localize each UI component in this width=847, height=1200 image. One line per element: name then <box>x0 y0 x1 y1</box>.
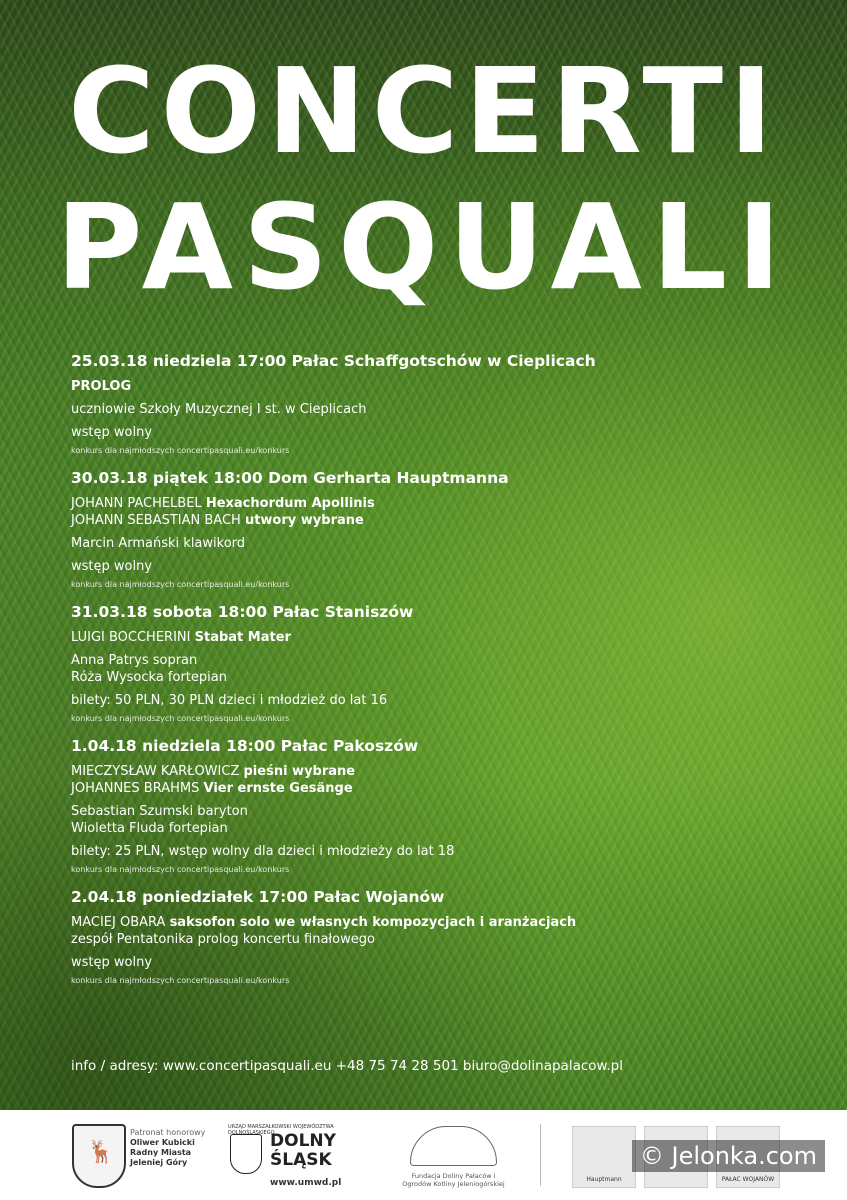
contest-link[interactable]: konkurs dla najmłodszych concertipasquali.eu/konkurs <box>71 976 290 985</box>
entry-info: bilety: 50 PLN, 30 PLN dzieci i młodzież do lat 16 <box>71 693 388 708</box>
composer: JOHANN PACHELBEL <box>71 496 202 511</box>
dolny-slask-logo: DOLNY ŚLĄSK <box>270 1131 336 1170</box>
event-item <box>71 737 771 876</box>
jelenia-gora-crest-icon: 🦌 <box>72 1124 126 1188</box>
composer: MIECZYSŁAW KARŁOWICZ <box>71 764 240 779</box>
title-line-1: CONCERTI <box>68 42 779 180</box>
entry-info: wstęp wolny <box>71 425 153 440</box>
performer: uczniowie Szkoły Muzycznej I st. w Cieplicach <box>71 402 367 417</box>
contest-link[interactable]: konkurs dla najmłodszych concertipasquali.eu/konkurs <box>71 446 290 455</box>
patron-name: Oliwer Kubicki Radny Miasta Jeleniej Góry <box>130 1138 195 1167</box>
foundation-name: Fundacja Doliny Pałaców i Ogrodów Kotliny Jeleniogórskiej <box>402 1172 505 1188</box>
contest-link[interactable]: konkurs dla najmłodszych concertipasquali.eu/konkurs <box>71 580 290 589</box>
program-line <box>71 914 771 931</box>
divider <box>540 1124 541 1186</box>
wojanow-logo: PAŁAC WOJANÓW <box>716 1126 780 1188</box>
umwd-header: URZĄD MARSZAŁKOWSKI WOJEWÓDZTWA DOLNOŚLĄSKIEGO <box>228 1124 334 1136</box>
composer: MACIEJ OBARA <box>71 915 166 930</box>
patron-block <box>130 1128 210 1168</box>
work: pieśni wybrane <box>243 764 356 779</box>
program-line <box>71 780 771 797</box>
performer: Róża Wysocka fortepian <box>71 670 227 685</box>
title-line-2: PASQUALI <box>56 178 791 316</box>
umwd-url[interactable]: www.umwd.pl <box>270 1178 342 1188</box>
performer: Sebastian Szumski baryton <box>71 804 248 819</box>
program-line <box>71 763 771 780</box>
performer: Anna Patrys sopran <box>71 653 198 668</box>
entry-info: wstęp wolny <box>71 955 153 970</box>
event-header: 31.03.18 sobota 18:00 Pałac Staniszów <box>71 603 414 621</box>
performer: Wioletta Fluda fortepian <box>71 821 228 836</box>
palace-logo-icon <box>410 1126 497 1166</box>
work: Vier ernste Gesänge <box>203 781 353 796</box>
composer: LUIGI BOCCHERINI <box>71 630 191 645</box>
composer: JOHANNES BRAHMS <box>71 781 200 796</box>
sponsor-footer <box>0 1110 847 1200</box>
event-item <box>71 469 771 591</box>
event-item <box>71 352 771 457</box>
prolog-label: PROLOG <box>71 379 132 394</box>
contest-link[interactable]: konkurs dla najmłodszych concertipasquali.eu/konkurs <box>71 865 290 874</box>
contact-info: info / adresy: www.concertipasquali.eu +48 75 74 28 501 biuro@dolinapalacow.pl <box>71 1058 623 1074</box>
work: utwory wybrane <box>244 513 364 528</box>
partner-logo: Hauptmann <box>572 1126 636 1188</box>
program-line <box>71 629 771 646</box>
entry-info: bilety: 25 PLN, wstęp wolny dla dzieci i młodzieży do lat 18 <box>71 844 455 859</box>
event-list <box>71 352 771 999</box>
contest-link[interactable]: konkurs dla najmłodszych concertipasquali.eu/konkurs <box>71 714 290 723</box>
composer: JOHANN SEBASTIAN BACH <box>71 513 241 528</box>
work: Stabat Mater <box>194 630 291 645</box>
extra-info: zespół Pentatonika prolog koncertu finałowego <box>71 932 375 947</box>
program-line <box>71 495 771 512</box>
eagle-crest-icon <box>230 1134 262 1174</box>
entry-info: wstęp wolny <box>71 559 153 574</box>
event-header: 2.04.18 poniedziałek 17:00 Pałac Wojanów <box>71 888 445 906</box>
event-header: 30.03.18 piątek 18:00 Dom Gerharta Hauptmanna <box>71 469 509 487</box>
event-item <box>71 603 771 725</box>
work: Hexachordum Apollinis <box>205 496 375 511</box>
patron-label: Patronat honorowy <box>130 1128 206 1137</box>
event-header: 25.03.18 niedziela 17:00 Pałac Schaffgotschów w Cieplicach <box>71 352 596 370</box>
program-line <box>71 512 771 529</box>
performer: Marcin Armański klawikord <box>71 536 246 551</box>
event-item <box>71 888 771 987</box>
event-header: 1.04.18 niedziela 18:00 Pałac Pakoszów <box>71 737 419 755</box>
work: saksofon solo we własnych kompozycjach i aranżacjach <box>169 915 577 930</box>
watermark: © Jelonka.com <box>632 1140 825 1172</box>
